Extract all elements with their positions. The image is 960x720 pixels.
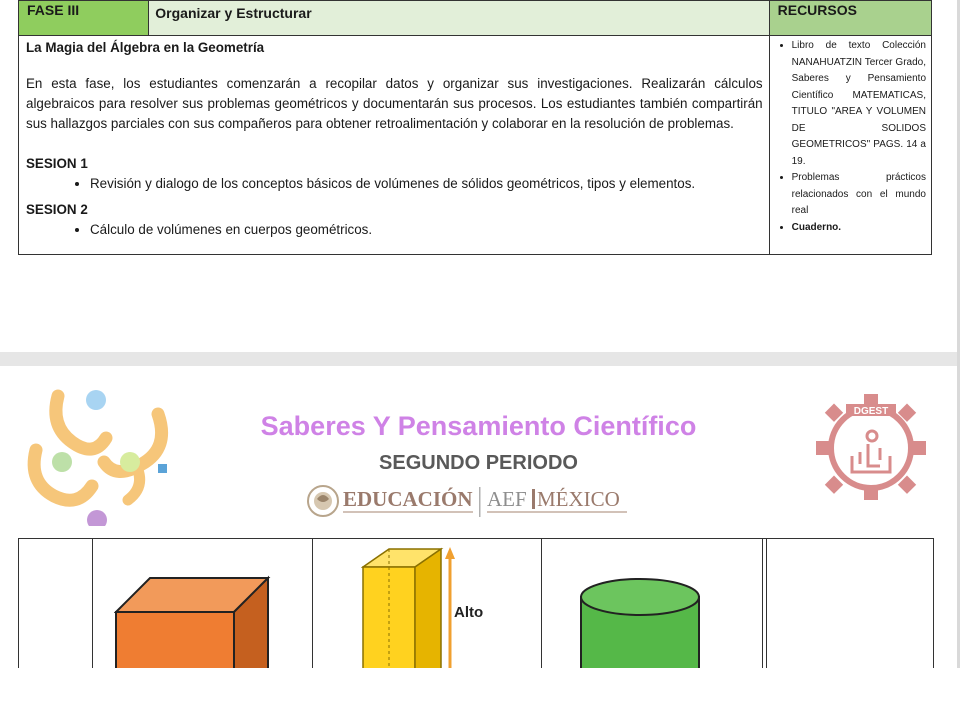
government-logos [305,483,635,523]
phase-description: En esta fase, los estudiantes comenzarán a recopilar datos y organizar sus investigaciones. Realizarán cálculos algebraicos para resolver sus problemas geométricos y documentarán sus procesos. Los estudiantes también compartirán sus hallazgos parciales con sus compañeros para obtener retroalimentación y colaborar en la resolución de problemas. [26,76,763,131]
phase-content-row [19,36,932,255]
resources-cell [769,36,931,255]
resource-item: • Libro de texto Colección NANAHUATZIN Tercer Grado, Saberes y Pensamiento Científico MATEMATICAS, TITULO "AREA Y VOLUMEN DE SOLIDOS GEOMETRICOS" PAGS. 14 a 19. [792,38,926,170]
shapes-table [18,538,934,668]
aef-bar [532,489,535,509]
table-column-divider [312,539,313,668]
session-2-list [26,220,763,240]
decorative-logo-icon [20,376,180,526]
prism-figure-icon [361,543,501,668]
table-column-divider [541,539,542,668]
content-heading: La Magia del Álgebra en la Geometría [26,40,265,55]
mexico-logo-text: MÉXICO [537,487,620,511]
resource-item: • Problemas prácticos relacionados con el mundo real [792,170,926,220]
document-page-2 [0,366,957,668]
resources-header: RECURSOS [769,1,931,36]
cube-figure-icon [114,574,274,668]
resource-item: • Cuaderno. [792,220,926,237]
page-gap [0,352,960,366]
session-1-list [26,174,763,194]
fase-label: FASE III [19,1,149,36]
logo-divider [479,487,481,517]
educacion-logo-text: EDUCACIÓN [343,487,473,511]
table-column-divider [92,539,93,668]
phase-content-cell [19,36,770,255]
dgest-text: DGEST [853,406,889,417]
phase-title: Organizar y Estructurar [149,1,769,36]
alto-label: Alto [454,604,484,621]
resources-list [778,38,926,236]
phase-table [18,0,932,255]
phase-header-row [19,1,932,36]
document-page-1 [0,0,957,352]
session-2-label: SESION 2 [26,202,88,217]
logo-underline [487,511,627,513]
period-subtitle: SEGUNDO PERIODO [379,452,578,474]
dgest-gear-logo-icon [812,390,930,502]
table-column-divider [766,539,767,668]
page-title: Saberes Y Pensamiento Científico [260,411,697,441]
national-seal-icon [308,486,338,516]
table-column-divider [762,539,763,668]
cylinder-figure-icon [579,577,703,668]
session-1-label: SESION 1 [26,156,88,171]
aef-logo-text: AEF [487,487,527,511]
session-1-item: • Revisión y dialogo de los conceptos básicos de volúmenes de sólidos geométricos, tipos y elementos. [90,174,763,194]
logo-underline [343,511,473,513]
viewport-bottom [0,668,960,720]
session-2-item: • Cálculo de volúmenes en cuerpos geométricos. [90,220,763,240]
